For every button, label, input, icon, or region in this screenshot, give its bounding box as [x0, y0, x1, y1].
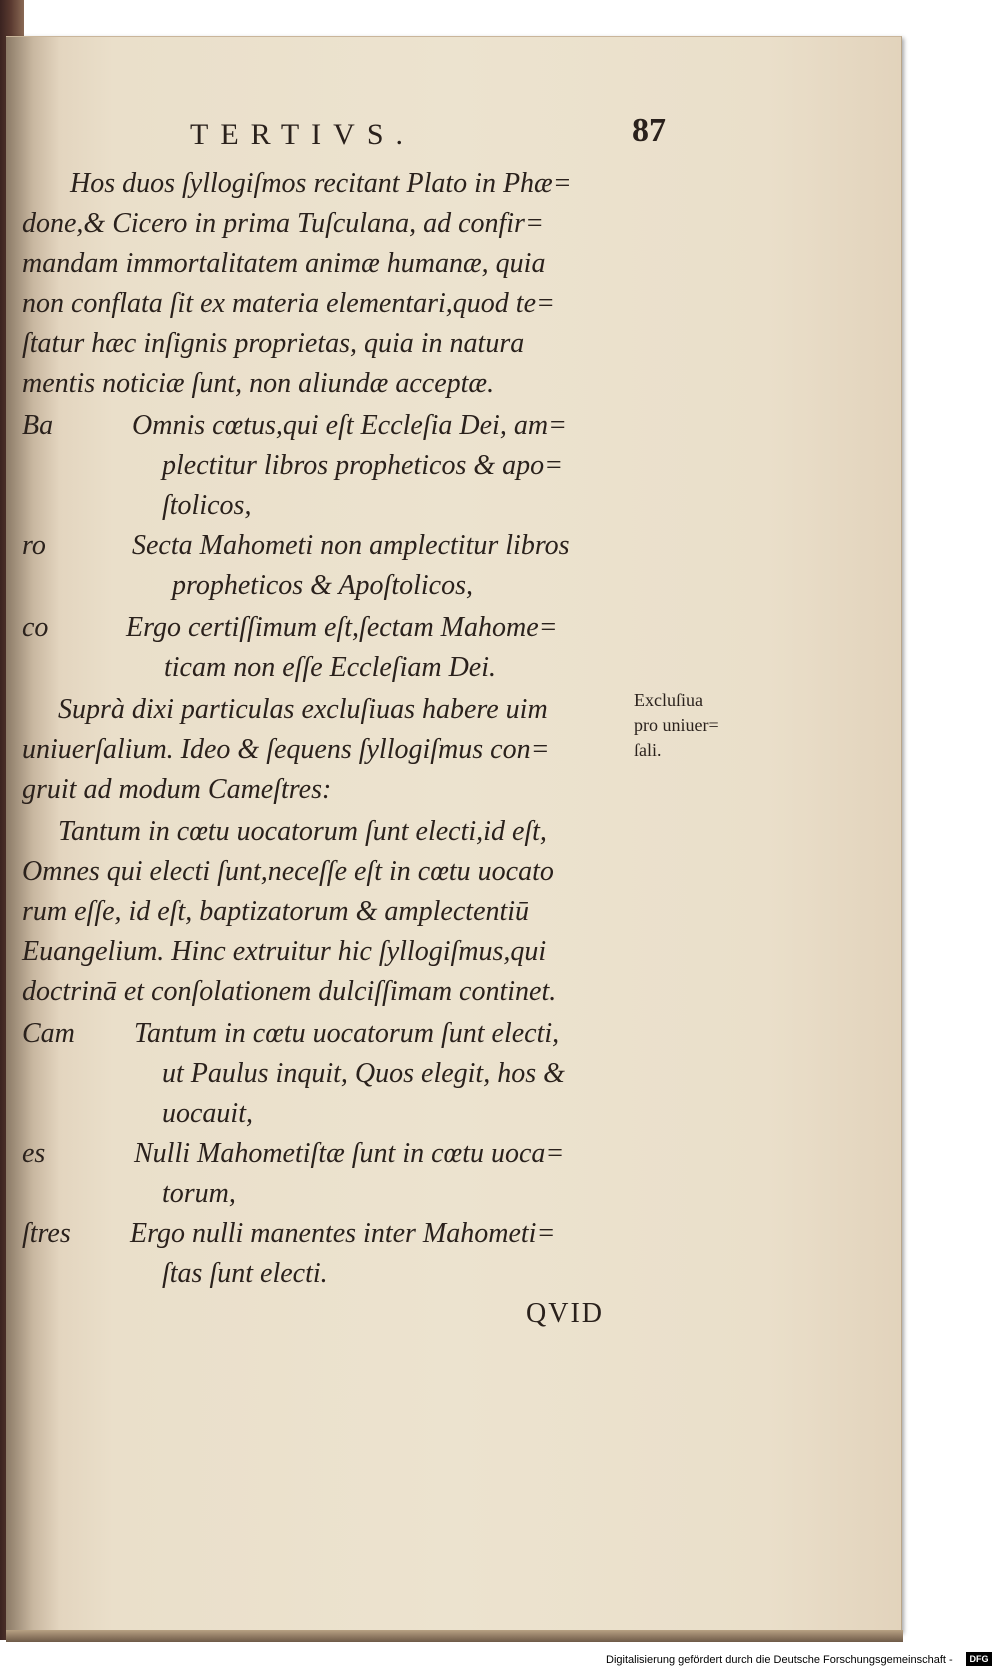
text-line: Tantum in cœtu uocatorum ſunt electi,id eſt,	[58, 816, 547, 847]
text-line: ticam non eſſe Eccleſiam Dei.	[164, 652, 496, 683]
text-line: mandam immortalitatem animæ humanæ, quia	[22, 248, 546, 279]
text-line: uniuerſalium. Ideo & ſequens ſyllogiſmus con=	[22, 734, 550, 765]
margin-note	[634, 688, 719, 763]
page-number: 87	[632, 112, 666, 149]
text-line: ſtatur hæc inſignis proprietas, quia in natura	[22, 328, 525, 359]
text-line: Omnis cœtus,qui eſt Eccleſia Dei, am=	[132, 410, 567, 441]
text-line: Ergo nulli manentes inter Mahometi=	[130, 1218, 556, 1249]
digitization-credit: Digitalisierung gefördert durch die Deutsche Forschungsgemeinschaft -	[606, 1654, 953, 1666]
text-line: plectitur libros propheticos & apo=	[162, 450, 564, 481]
syllogism-label: Cam	[22, 1018, 75, 1049]
syllogism-label: co	[22, 612, 49, 643]
text-line: Tantum in cœtu uocatorum ſunt electi,	[134, 1018, 560, 1049]
text-line: done,& Cicero in prima Tuſculana, ad confir=	[22, 208, 544, 239]
text-line: Nulli Mahometiſtæ ſunt in cœtu uoca=	[134, 1138, 565, 1169]
text-line: mentis noticiæ ſunt, non aliundæ acceptæ.	[22, 368, 495, 399]
text-line: uocauit,	[162, 1098, 253, 1129]
catchword: QVID	[526, 1298, 604, 1329]
margin-note-line: pro uniuer=	[634, 715, 719, 735]
margin-note-line: ſali.	[634, 740, 662, 760]
page-edge	[6, 1630, 903, 1642]
text-line: non conflata ſit ex materia elementari,quod te=	[22, 288, 555, 319]
syllogism-label: Ba	[22, 410, 54, 441]
margin-note-line: Excluſiua	[634, 690, 703, 710]
text-line: Suprà dixi particulas excluſiuas habere uim	[58, 694, 548, 725]
text-line: Euangelium. Hinc extruitur hic ſyllogiſmus,qui	[22, 936, 547, 967]
text-line: doctrinā et conſolationem dulciſſimam continet.	[22, 976, 557, 1007]
syllogism-label: ro	[22, 530, 46, 561]
syllogism-label: ſtres	[22, 1218, 71, 1249]
text-line: gruit ad modum Cameſtres:	[22, 774, 332, 805]
text-line: rum eſſe, id eſt, baptizatorum & amplectentiū	[22, 896, 530, 927]
text-line: ſtolicos,	[162, 490, 252, 521]
text-line: Secta Mahometi non amplectitur libros	[132, 530, 570, 561]
running-head: TERTIVS.	[190, 118, 416, 151]
text-line: ſtas ſunt electi.	[162, 1258, 328, 1289]
text-line: ut Paulus inquit, Quos elegit, hos &	[162, 1058, 565, 1089]
text-line: Omnes qui electi ſunt,neceſſe eſt in cœtu uocato	[22, 856, 554, 887]
text-line: Hos duos ſyllogiſmos recitant Plato in Phæ=	[70, 168, 572, 199]
syllogism-label: es	[22, 1138, 46, 1169]
text-line: Ergo certiſſimum eſt,ſectam Mahome=	[126, 612, 558, 643]
dfg-logo: DFG	[966, 1652, 992, 1666]
text-line: propheticos & Apoſtolicos,	[172, 570, 473, 601]
text-line: torum,	[162, 1178, 236, 1209]
